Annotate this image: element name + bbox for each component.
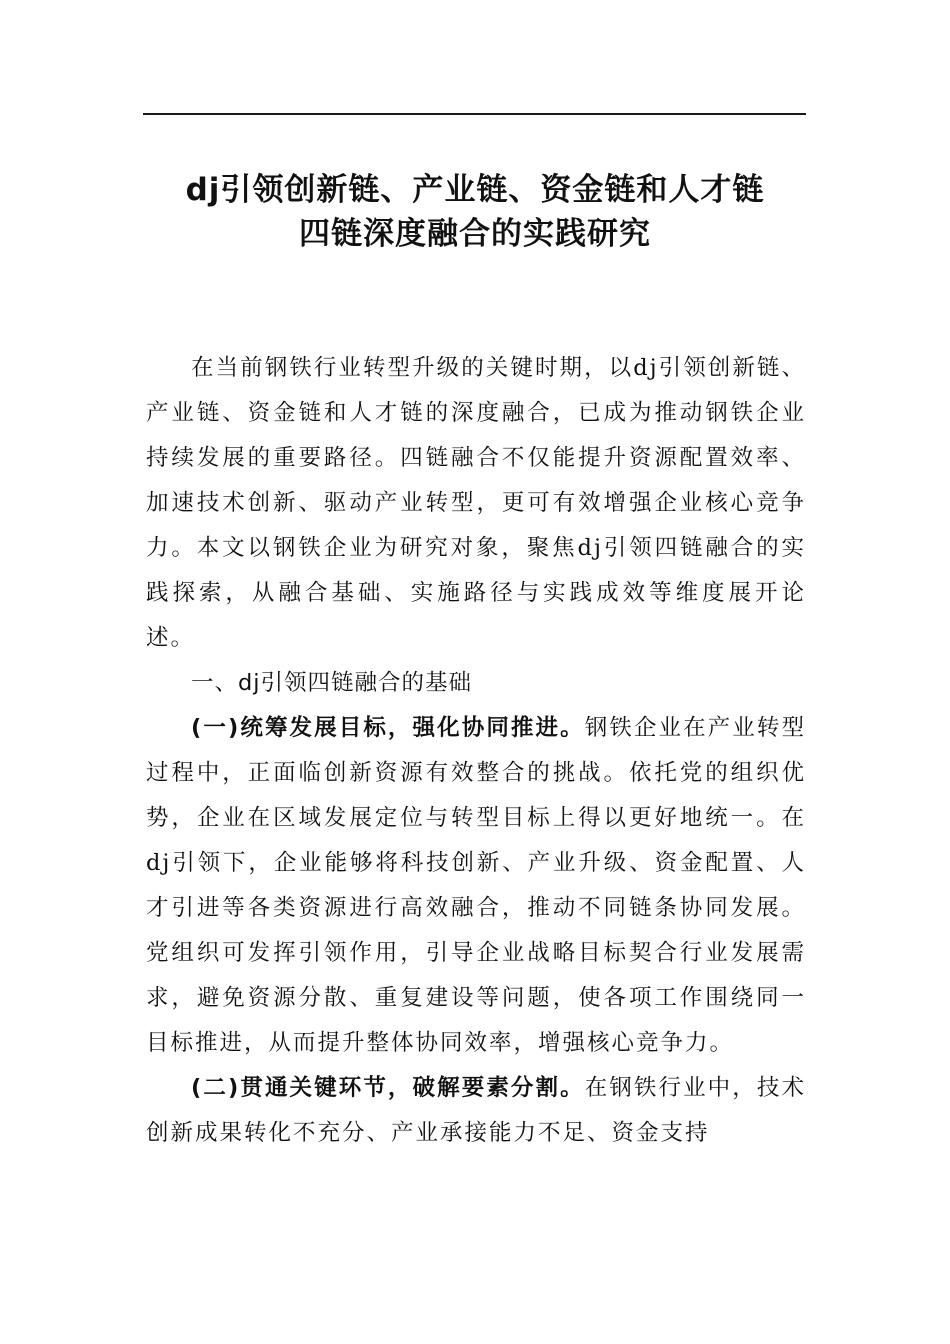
subsection-2-paragraph (146, 1066, 806, 1156)
document-title-line-1: dj引领创新链、产业链、资金链和人才链 (185, 172, 765, 208)
intro-paragraph: 在当前钢铁行业转型升级的关键时期，以dj引领创新链、产业链、资金链和人才链的深度融合，已成为推动钢铁企业持续发展的重要路径。四链融合不仅能提升资源配置效率、加速技术创新、驱动产业转型，更可有效增强企业核心竞争力。本文以钢铁企业为研究对象，聚焦dj引领四链融合的实践探索，从融合基础、实施路径与实践成效等维度展开论述。 (146, 355, 806, 651)
subsection-1-text: 钢铁企业在产业转型过程中，正面临创新资源有效整合的挑战。依托党的组织优势，企业在区域发展定位与转型目标上得以更好地统一。在dj引领下，企业能够将科技创新、产业升级、资金配置、人才引进等各类资源进行高效融合，推动不同链条协同发展。党组织可发挥引领作用，引导企业战略目标契合行业发展需求，避免资源分散、重复建设等问题，使各项工作围绕同一目标推进，从而提升整体协同效率，增强核心竞争力。 (146, 715, 806, 1056)
subsection-1-lead: (一)统筹发展目标，强化协同推进。 (191, 715, 585, 741)
document-title-line-2: 四链深度融合的实践研究 (299, 216, 651, 252)
subsection-2-text: 在钢铁行业中，技术创新成果转化不充分、产业承接能力不足、资金支持 (146, 1075, 806, 1146)
header-rule (143, 113, 806, 115)
section-heading-1: 一、dj引领四链融合的基础 (191, 670, 473, 696)
subsection-2-lead: (二)贯通关键环节，破解要素分割。 (191, 1075, 585, 1101)
subsection-1-paragraph (146, 706, 806, 1066)
document-body (146, 346, 806, 1156)
